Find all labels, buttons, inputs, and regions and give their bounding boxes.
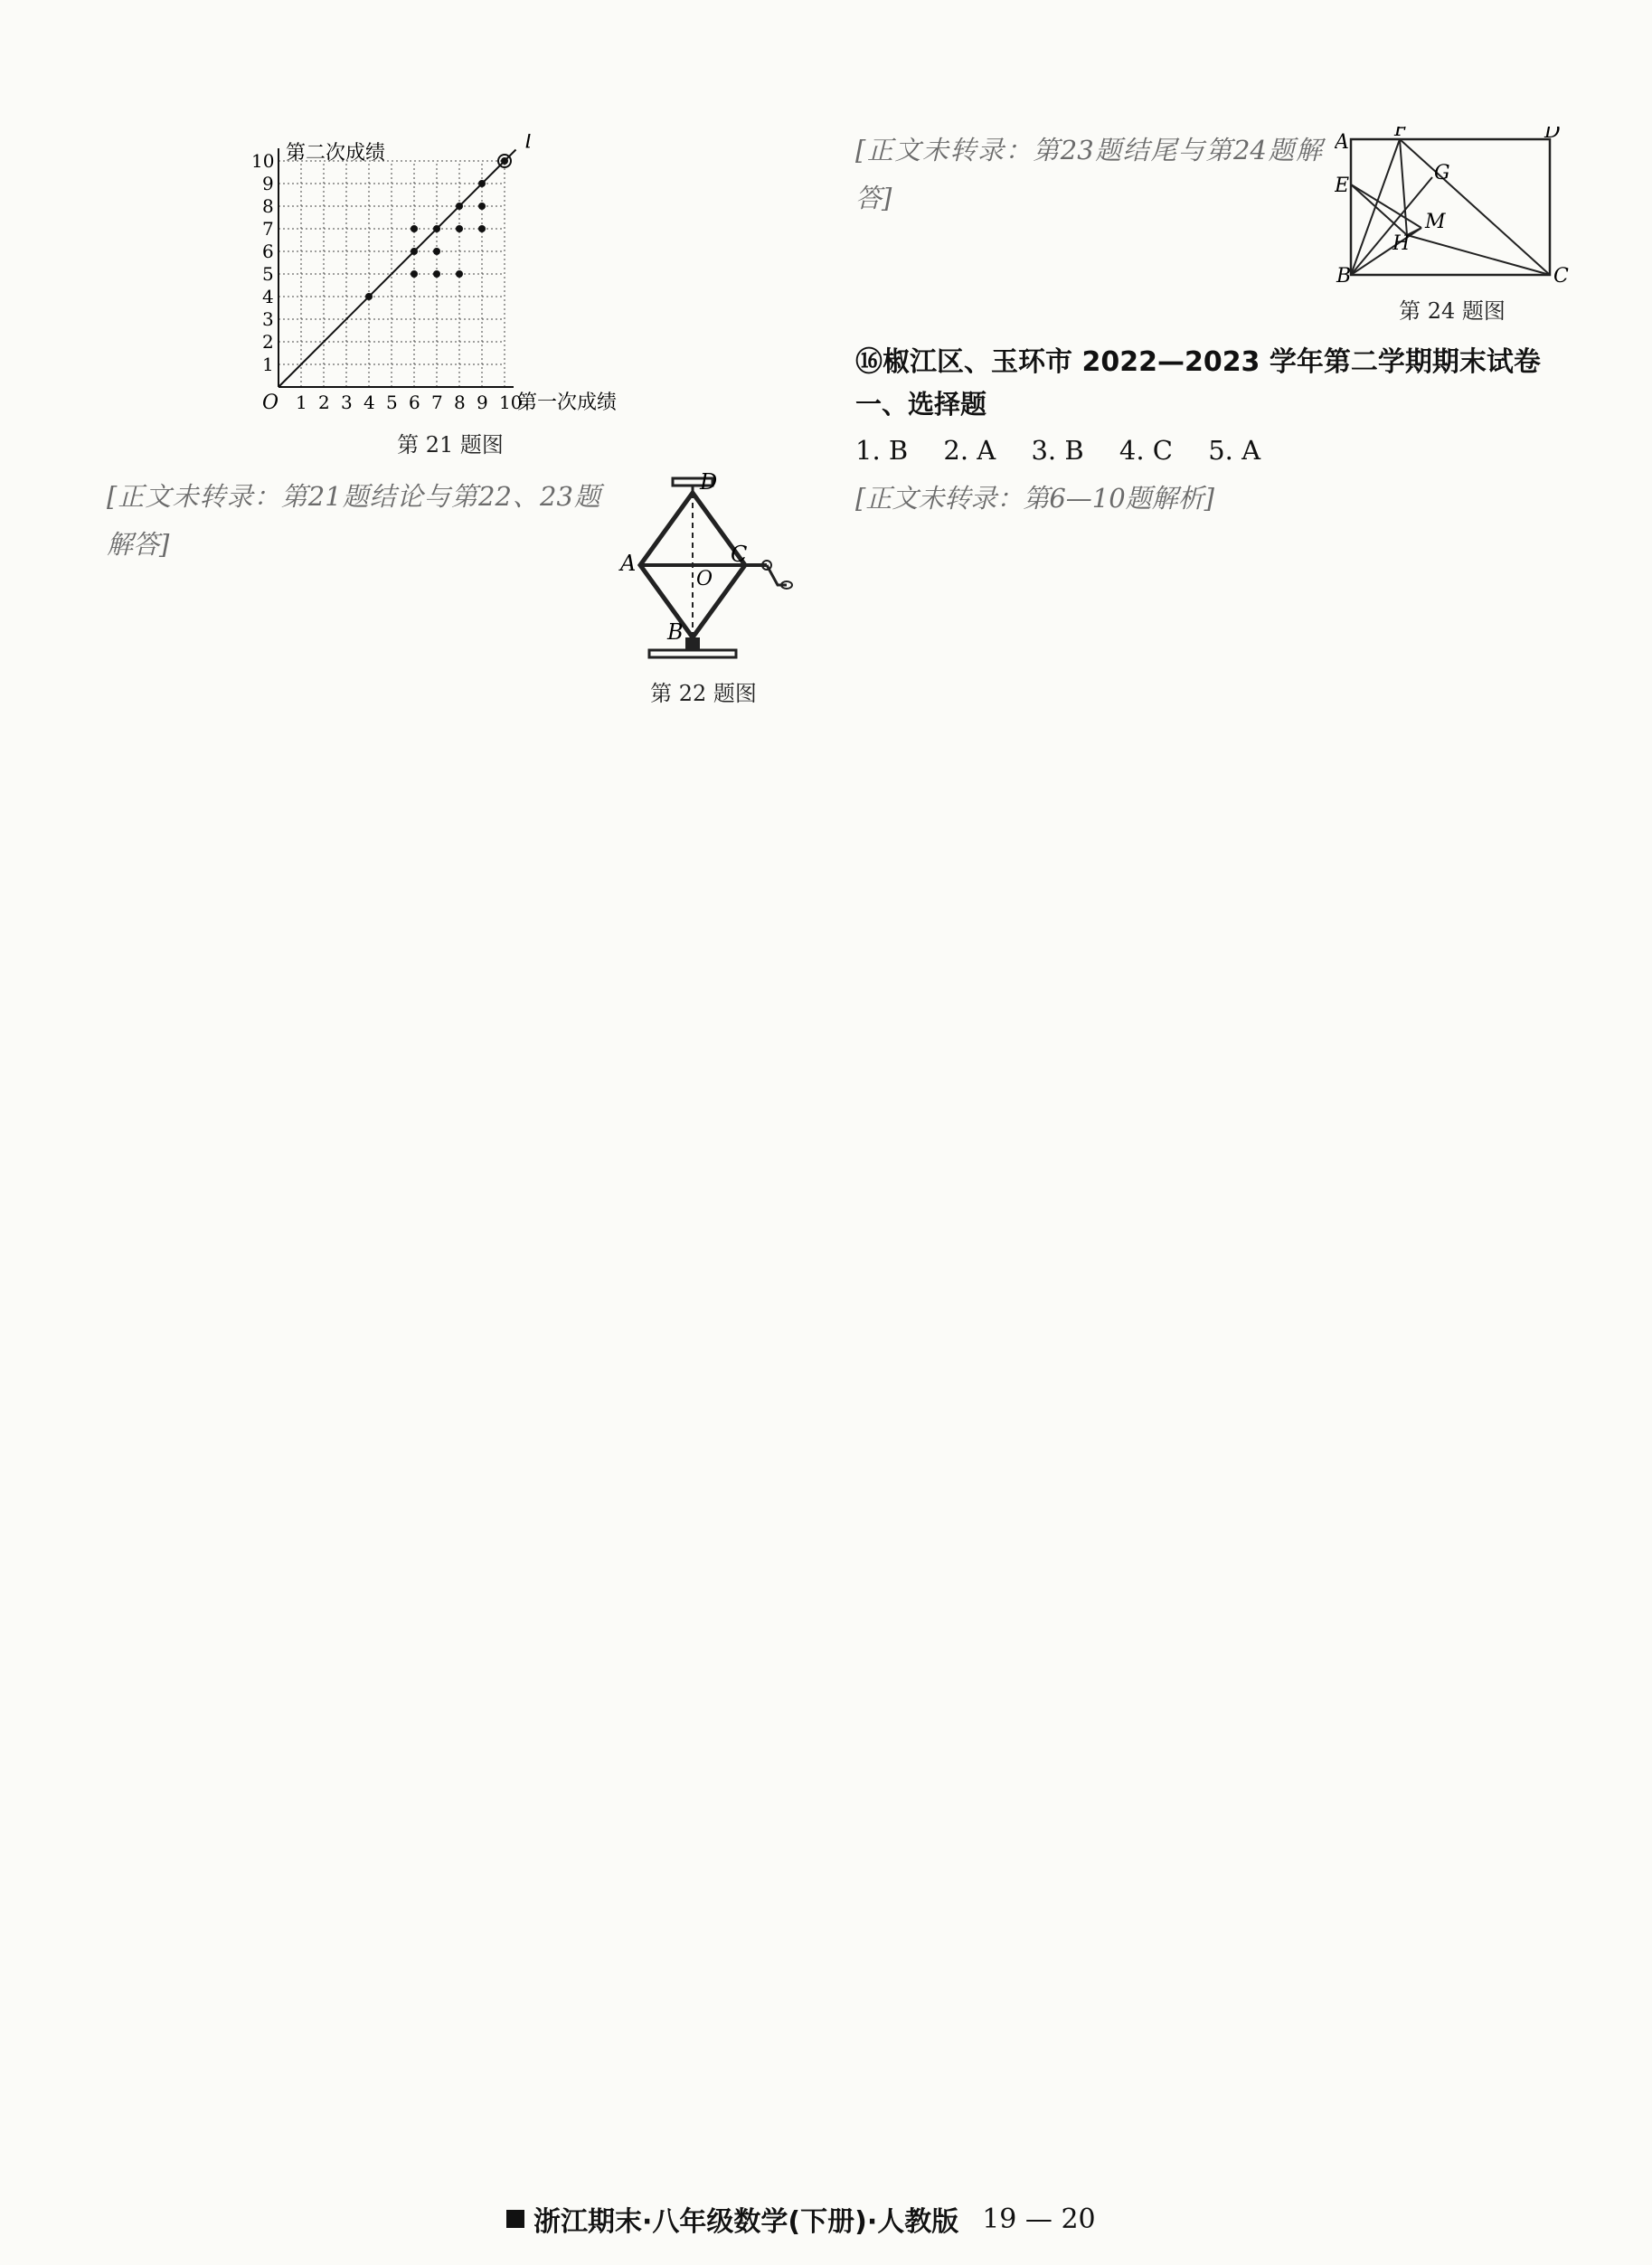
figure-22: [613, 473, 794, 707]
x-tick-label: 1: [296, 392, 307, 413]
x-tick-label: 9: [477, 392, 488, 413]
rectangle-diagram-fig24: [1335, 127, 1570, 289]
label-A: A: [1335, 131, 1349, 154]
figure-24-caption: 第 24 题图: [1399, 298, 1506, 324]
label-D: D: [700, 473, 718, 495]
label-H: H: [1392, 232, 1411, 255]
x-tick-label: 2: [318, 392, 330, 413]
y-tick-label: 1: [262, 354, 274, 375]
footer-square-icon: [506, 2210, 524, 2228]
mc-answer: 4. C: [1119, 435, 1173, 466]
right-column-text-placeholder-1: [正文未转录：第23题结尾与第24题解答]: [855, 135, 1322, 213]
data-point: [456, 203, 463, 210]
x-axis-label: 第一次成绩: [517, 392, 618, 414]
data-point: [433, 225, 440, 232]
footer-title: 浙江期末·八年级数学(下册)·人教版: [533, 2206, 959, 2238]
data-point: [365, 293, 373, 300]
label-D: D: [1544, 127, 1561, 143]
scatter-plot-fig21: [242, 134, 640, 423]
label-B: B: [1336, 265, 1352, 288]
y-tick-label: 9: [262, 173, 274, 194]
mc-answer: 5. A: [1208, 435, 1261, 466]
jack-rhombus-diagram: [613, 473, 794, 672]
data-point: [456, 270, 463, 278]
y-tick-label: 2: [262, 331, 274, 353]
y-tick-label: 8: [262, 195, 274, 217]
data-point: [478, 225, 486, 232]
label-M: M: [1425, 211, 1446, 233]
mc-answers: [855, 427, 1570, 475]
label-E: E: [1335, 175, 1350, 197]
mc-answer: 3. B: [1031, 435, 1084, 466]
figure-21: [107, 134, 794, 458]
mc-answer: 2. A: [943, 435, 996, 466]
data-point: [501, 157, 508, 165]
x-tick-label: 7: [431, 392, 443, 413]
data-point: [433, 270, 440, 278]
label-B: B: [667, 619, 684, 645]
y-tick-label: 5: [262, 263, 274, 285]
data-point: [478, 203, 486, 210]
data-point: [411, 270, 418, 278]
label-G: G: [1434, 162, 1450, 184]
y-axis-label: 第二次成绩: [286, 142, 386, 165]
label-O: O: [696, 568, 713, 590]
page-number: 19 — 20: [982, 2203, 1096, 2235]
exam-title: ⑯椒江区、玉环市 2022—2023 学年第二学期期末试卷: [855, 346, 1541, 378]
mc-answer: 1. B: [855, 435, 909, 466]
data-point: [456, 225, 463, 232]
x-tick-label: 3: [341, 392, 353, 413]
figure-22-caption: 第 22 题图: [650, 681, 757, 706]
label-A: A: [620, 551, 637, 576]
data-point: [478, 180, 486, 187]
x-tick-label: 6: [409, 392, 420, 413]
right-column-text-placeholder-2: [正文未转录：第6—10题解析]: [855, 483, 1214, 514]
y-tick-label: 4: [262, 286, 274, 307]
figure-24: [1335, 127, 1570, 325]
section-title: 一、选择题: [855, 389, 987, 420]
right-column: [855, 127, 1570, 532]
x-tick-label: 4: [363, 392, 375, 413]
figure-21-caption: 第 21 题图: [397, 432, 504, 458]
label-F: F: [1394, 127, 1409, 141]
y-tick-label: 3: [262, 308, 274, 330]
x-tick-label: 5: [386, 392, 398, 413]
data-point: [433, 248, 440, 255]
y-tick-label: 10: [251, 150, 275, 172]
left-column: [107, 127, 794, 713]
left-column-text-placeholder: [正文未转录：第21题结论与第22、23题解答]: [107, 481, 600, 560]
y-tick-label: 7: [262, 218, 274, 240]
origin-label: O: [262, 392, 279, 414]
line-l-label: l: [524, 134, 533, 154]
data-point: [411, 248, 418, 255]
y-tick-label: 6: [262, 241, 274, 262]
x-tick-label: 8: [454, 392, 466, 413]
data-point: [411, 225, 418, 232]
label-C: C: [1553, 265, 1569, 288]
footer: [506, 2199, 1096, 2239]
label-C: C: [731, 542, 748, 567]
x-tick-label: 10: [499, 392, 523, 413]
